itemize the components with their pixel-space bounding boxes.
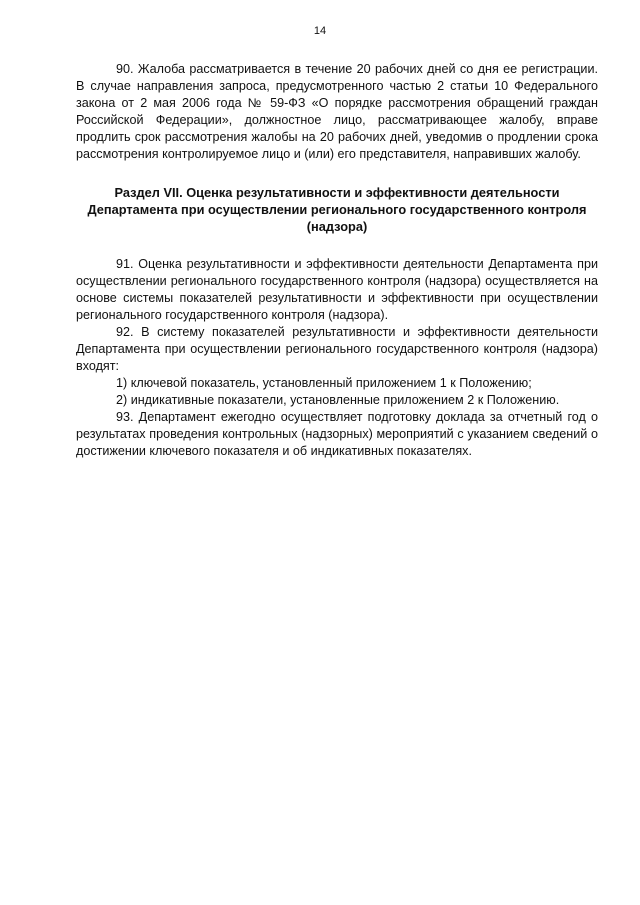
page-number: 14: [313, 25, 327, 37]
section-vii-title: Раздел VII. Оценка результативности и эффективности деятельности Департамента при осуществлении регионального государственного контроля (надзора): [87, 185, 587, 234]
document-body: [76, 61, 598, 460]
paragraph-91: 91. Оценка результативности и эффективности деятельности Департамента при осуществлении регионального государственного контроля (надзора) осуществляется на основе системы показателей результативности и эффективности при осуществлении регионального государственного контроля (надзора).: [76, 257, 598, 322]
list-item-1: 1) ключевой показатель, установленный приложением 1 к Положению;: [116, 376, 532, 390]
paragraph-92: 92. В систему показателей результативности и эффективности деятельности Департамента при осуществлении регионального государственного контроля (надзора) входят:: [76, 325, 598, 373]
paragraph-93: 93. Департамент ежегодно осуществляет подготовку доклада за отчетный год о результатах проведения контрольных (надзорных) мероприятий с указанием сведений о достижении ключевого показателя и об индикативных показателях.: [76, 410, 598, 458]
list-item-2: 2) индикативные показатели, установленные приложением 2 к Положению.: [116, 393, 560, 407]
paragraph-90: 90. Жалоба рассматривается в течение 20 рабочих дней со дня ее регистрации. В случае направления запроса, предусмотренного частью 2 статьи 10 Федерального закона от 2 мая 2006 года № 59-ФЗ «О порядке рассмотрения обращений граждан Российской Федерации», должностное лицо, рассматривающее жалобу, вправе продлить срок рассмотрения жалобы на 20 рабочих дней, уведомив о продлении срока рассмотрения контролируемое лицо и (или) его представителя, направивших жалобу.: [76, 62, 598, 161]
